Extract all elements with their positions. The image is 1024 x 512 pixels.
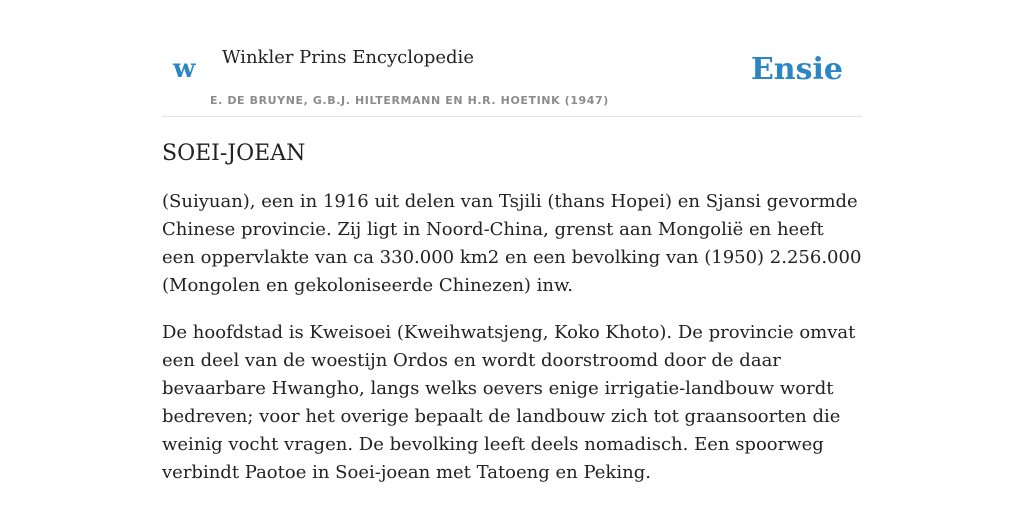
publication-title[interactable]: Winkler Prins Encyclopedie [222, 47, 474, 68]
article [162, 138, 862, 506]
header [162, 40, 862, 117]
encyclopedia-logo[interactable]: w [173, 54, 196, 84]
article-paragraph: De hoofdstad is Kweisoei (Kweihwatsjeng, Koko Khoto). De provincie omvat een deel van de woestijn Ordos en wordt doorstroomd door de daar bevaarbare Hwangho, langs welks oevers enige irrigatie-landbouw wordt bedreven; voor het overige bepaalt de landbouw zich tot graansoorten die weinig vocht vragen. De bevolking leeft deels nomadisch. Een spoorweg verbindt Paotoe in Soei-joean met Tatoeng en Peking. [162, 322, 856, 483]
article-headword: SOEI-JOEAN [162, 141, 306, 166]
article-paragraph: (Suiyuan), een in 1916 uit delen van Tsjili (thans Hopei) en Sjansi gevormde Chinese provincie. Zij ligt in Noord-China, grenst aan Mongolië en heeft een oppervlakte van ca 330.000 km2 en een bevolking van (1950) 2.256.000 (Mongolen en gekoloniseerde Chinezen) inw. [162, 191, 862, 296]
publication-authors: E. DE BRUYNE, G.B.J. HILTERMANN EN H.R. HOETINK (1947) [210, 94, 609, 107]
ensie-logo[interactable]: Ensie [750, 52, 843, 87]
